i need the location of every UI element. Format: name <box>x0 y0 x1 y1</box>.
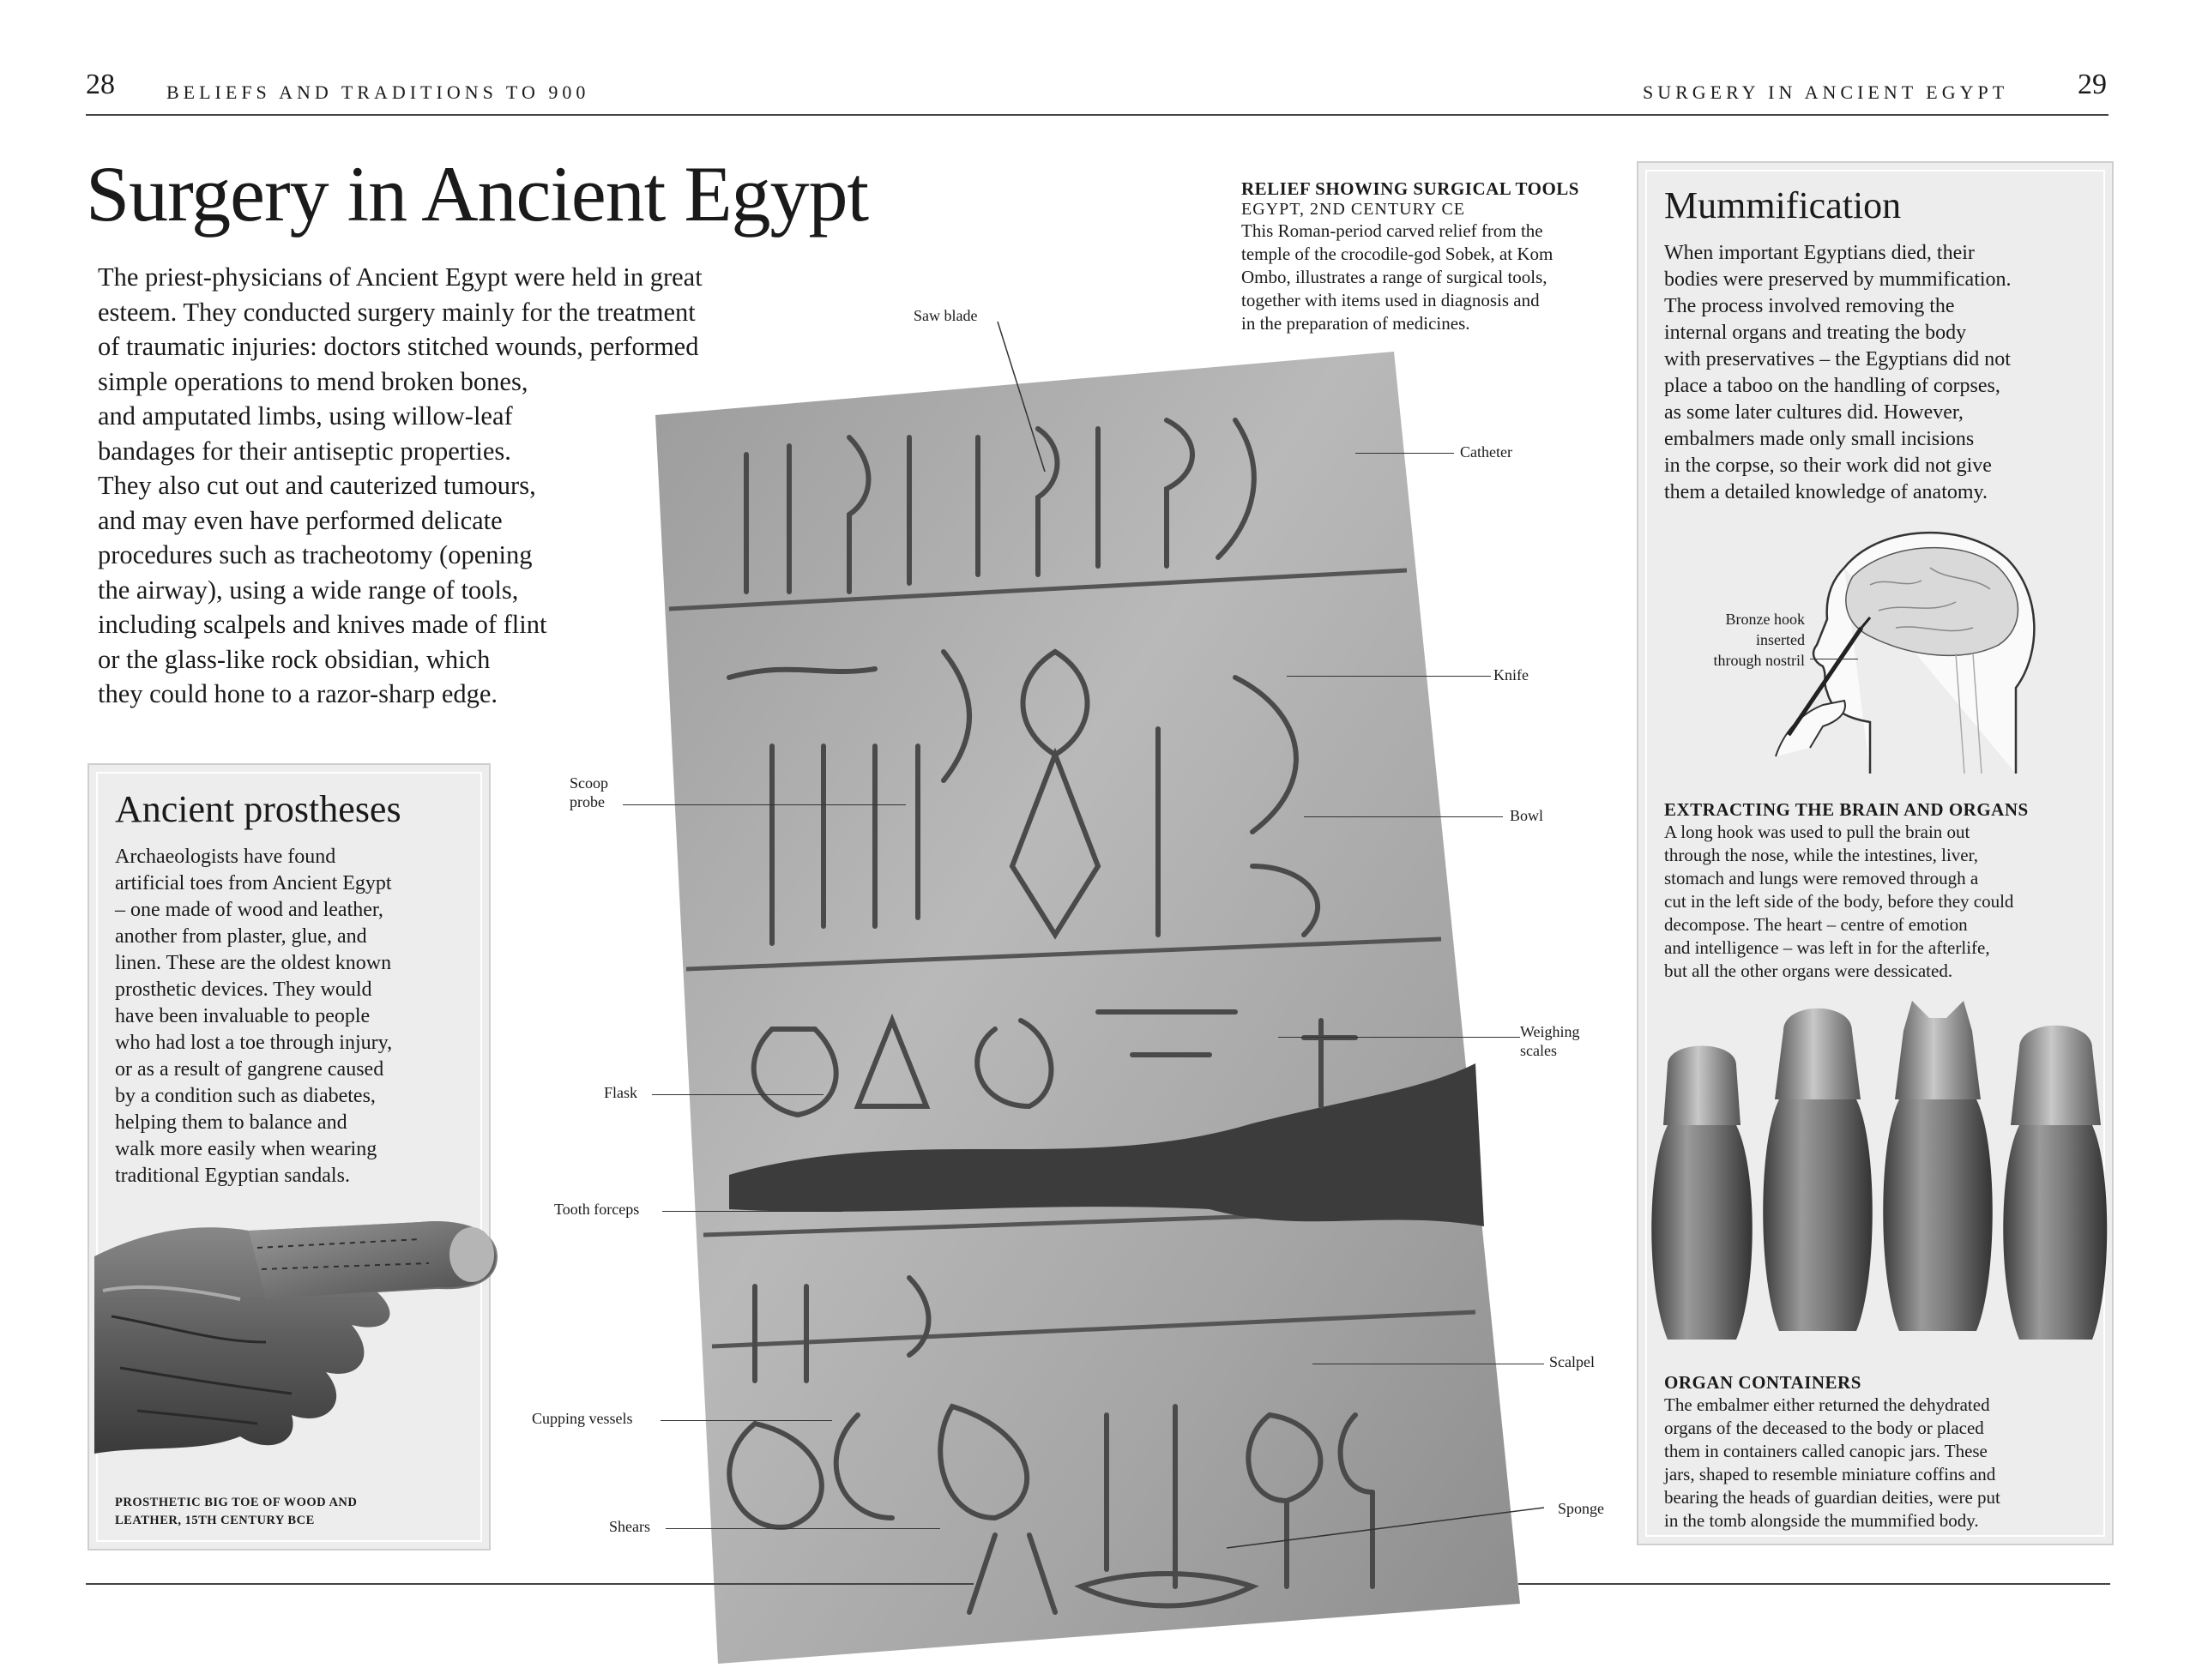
label-cupping-vessels: Cupping vessels <box>532 1410 633 1427</box>
mummification-line: embalmers made only small incisions <box>1664 428 1975 450</box>
prostheses-line: linen. These are the oldest known <box>115 952 392 974</box>
canopic-jar <box>2003 1026 2107 1340</box>
prostheses-line: helping them to balance and <box>115 1111 347 1134</box>
brain-line: through the nose, while the intestines, liver, <box>1664 845 1979 865</box>
brain-section <box>1664 799 2110 983</box>
relief-image <box>652 352 1523 1664</box>
prosthesis-caption-line: PROSTHETIC BIG TOE OF WOOD AND <box>115 1496 358 1509</box>
relief-caption-subheading: EGYPT, 2ND CENTURY CE <box>1241 200 1465 219</box>
prostheses-heading: Ancient prostheses <box>115 788 401 830</box>
right-page-number: 29 <box>2078 69 2107 100</box>
prostheses-line: artificial toes from Ancient Egypt <box>115 872 392 894</box>
hook-label-line: inserted <box>1756 631 1805 648</box>
page-title: Surgery in Ancient Egypt <box>86 150 869 238</box>
relief-caption-line: together with items used in diagnosis and <box>1241 290 1540 310</box>
intro-line: and amputated limbs, using willow-leaf <box>98 401 513 431</box>
mummification-line: internal organs and treating the body <box>1664 322 1967 344</box>
prostheses-line: who had lost a toe through injury, <box>115 1032 393 1054</box>
intro-line: they could hone to a razor-sharp edge. <box>98 679 498 708</box>
label-weighing-scales-line: Weighing <box>1520 1023 1580 1040</box>
label-catheter: Catheter <box>1460 443 1512 461</box>
prosthesis-caption <box>115 1494 357 1530</box>
containers-line: in the tomb alongside the mummified body. <box>1664 1510 1979 1531</box>
leader-shears <box>666 1528 940 1529</box>
left-running-title: BELIEFS AND TRADITIONS TO 900 <box>166 81 590 103</box>
mummification-body <box>1664 240 2102 506</box>
hook-label <box>1668 609 1805 671</box>
right-running-title: SURGERY IN ANCIENT EGYPT <box>1643 81 2009 103</box>
label-shears: Shears <box>609 1518 650 1535</box>
relief-caption <box>1241 178 1636 335</box>
mummification-line: in the corpse, so their work did not give <box>1664 455 1992 477</box>
brain-heading: EXTRACTING THE BRAIN AND ORGANS <box>1664 799 2029 820</box>
leader-knife <box>1287 676 1491 677</box>
relief-caption-line: This Roman-period carved relief from the <box>1241 220 1543 241</box>
label-knife: Knife <box>1493 666 1529 683</box>
left-page-number: 28 <box>86 69 115 100</box>
containers-line: bearing the heads of guardian deities, were put <box>1664 1487 2000 1508</box>
label-weighing-scales <box>1520 1022 1580 1060</box>
canopic-jar <box>1651 1046 1753 1340</box>
intro-line: simple operations to mend broken bones, <box>98 366 528 396</box>
mummification-line: bodies were preserved by mummification. <box>1664 268 2012 291</box>
intro-line: including scalpels and knives made of flint <box>98 610 547 639</box>
hook-label-line: Bronze hook <box>1725 611 1805 628</box>
containers-heading: ORGAN CONTAINERS <box>1664 1372 1861 1393</box>
mummification-line: When important Egyptians died, their <box>1664 242 1975 264</box>
leader-saw-blade <box>993 322 1062 476</box>
mummification-panel <box>1637 161 2114 1545</box>
brain-line: decompose. The heart – centre of emotion <box>1664 914 1968 935</box>
leader-tooth-forceps <box>662 1211 842 1212</box>
mummification-line: with preservatives – the Egyptians did not <box>1664 348 2011 370</box>
leader-scoop-probe <box>623 804 906 805</box>
prosthetic-toe-image <box>94 1196 515 1479</box>
bottom-rule-right <box>1518 1583 2110 1585</box>
mummification-line: place a taboo on the handling of corpses, <box>1664 375 2000 397</box>
label-scoop-probe-line: Scoop <box>570 774 608 792</box>
brain-line: A long hook was used to pull the brain out <box>1664 822 1970 842</box>
leader-cupping-vessels <box>661 1420 832 1421</box>
intro-line: bandages for their antiseptic properties. <box>98 436 511 466</box>
label-saw-blade: Saw blade <box>914 307 978 324</box>
prostheses-line: by a condition such as diabetes, <box>115 1085 376 1107</box>
prostheses-line: another from plaster, glue, and <box>115 925 367 948</box>
relief-caption-heading: RELIEF SHOWING SURGICAL TOOLS <box>1241 178 1579 199</box>
intro-line: the airway), using a wide range of tools, <box>98 575 519 605</box>
relief-caption-line: temple of the crocodile-god Sobek, at Kom <box>1241 244 1553 264</box>
containers-line: them in containers called canopic jars. These <box>1664 1441 1988 1461</box>
label-flask: Flask <box>604 1084 638 1101</box>
prostheses-line: have been invaluable to people <box>115 1005 371 1027</box>
relief-caption-line: in the preparation of medicines. <box>1241 313 1470 334</box>
intro-line: of traumatic injuries: doctors stitched wounds, performed <box>98 332 699 361</box>
bottom-rule-left <box>86 1583 974 1585</box>
leader-weighing-scales <box>1278 1037 1520 1038</box>
intro-line: esteem. They conducted surgery mainly for the treatment <box>98 297 696 327</box>
leader-sponge <box>1227 1501 1553 1561</box>
relief-caption-line: Ombo, illustrates a range of surgical tools, <box>1241 267 1547 287</box>
intro-line: or the glass-like rock obsidian, which <box>98 644 491 674</box>
hook-label-line: through nostril <box>1713 652 1805 669</box>
prostheses-line: or as a result of gangrene caused <box>115 1058 384 1081</box>
mummification-heading: Mummification <box>1664 184 1902 226</box>
brain-line: but all the other organs were dessicated. <box>1664 960 1953 981</box>
header-rule <box>86 114 2109 116</box>
label-scoop-probe-line: probe <box>570 793 605 810</box>
mummification-line: The process involved removing the <box>1664 295 1955 317</box>
canopic-jar <box>1763 1009 1873 1331</box>
canopic-jars-image <box>1642 997 2114 1357</box>
intro-line: They also cut out and cauterized tumours, <box>98 471 536 500</box>
leader-flask <box>652 1094 824 1095</box>
label-tooth-forceps: Tooth forceps <box>554 1201 640 1218</box>
label-sponge: Sponge <box>1558 1500 1604 1517</box>
intro-line: procedures such as tracheotomy (opening <box>98 540 533 569</box>
prostheses-line: walk more easily when wearing <box>115 1138 377 1160</box>
containers-line: organs of the deceased to the body or placed <box>1664 1418 1984 1438</box>
prostheses-line: – one made of wood and leather, <box>115 899 383 921</box>
brain-line: stomach and lungs were removed through a <box>1664 868 1979 888</box>
prosthesis-caption-line: LEATHER, 15TH CENTURY BCE <box>115 1514 315 1527</box>
prostheses-body <box>115 844 475 1189</box>
brain-line: cut in the left side of the body, before they could <box>1664 891 2014 912</box>
leader-catheter <box>1355 453 1454 454</box>
containers-line: jars, shaped to resemble miniature coffins and <box>1664 1464 1996 1484</box>
leader-bowl <box>1304 816 1503 817</box>
prostheses-line: Archaeologists have found <box>115 846 336 868</box>
label-bowl: Bowl <box>1510 807 1544 824</box>
prostheses-line: traditional Egyptian sandals. <box>115 1165 350 1187</box>
label-weighing-scales-line: scales <box>1520 1042 1557 1059</box>
intro-line: and may even have performed delicate <box>98 505 503 535</box>
mummification-panel-inner <box>1645 170 2105 1537</box>
intro-line: The priest-physicians of Ancient Egypt were held in great <box>98 262 703 292</box>
label-scalpel: Scalpel <box>1549 1353 1595 1370</box>
mummification-line: them a detailed knowledge of anatomy. <box>1664 481 1988 503</box>
containers-line: The embalmer either returned the dehydrated <box>1664 1394 1990 1415</box>
mummification-line: as some later cultures did. However, <box>1664 401 1964 424</box>
containers-section <box>1664 1372 2110 1532</box>
brain-line: and intelligence – was left in for the afterlife, <box>1664 937 1990 958</box>
canopic-jar <box>1883 1001 1993 1331</box>
label-scoop-probe <box>570 774 608 811</box>
prostheses-line: prosthetic devices. They would <box>115 978 372 1001</box>
